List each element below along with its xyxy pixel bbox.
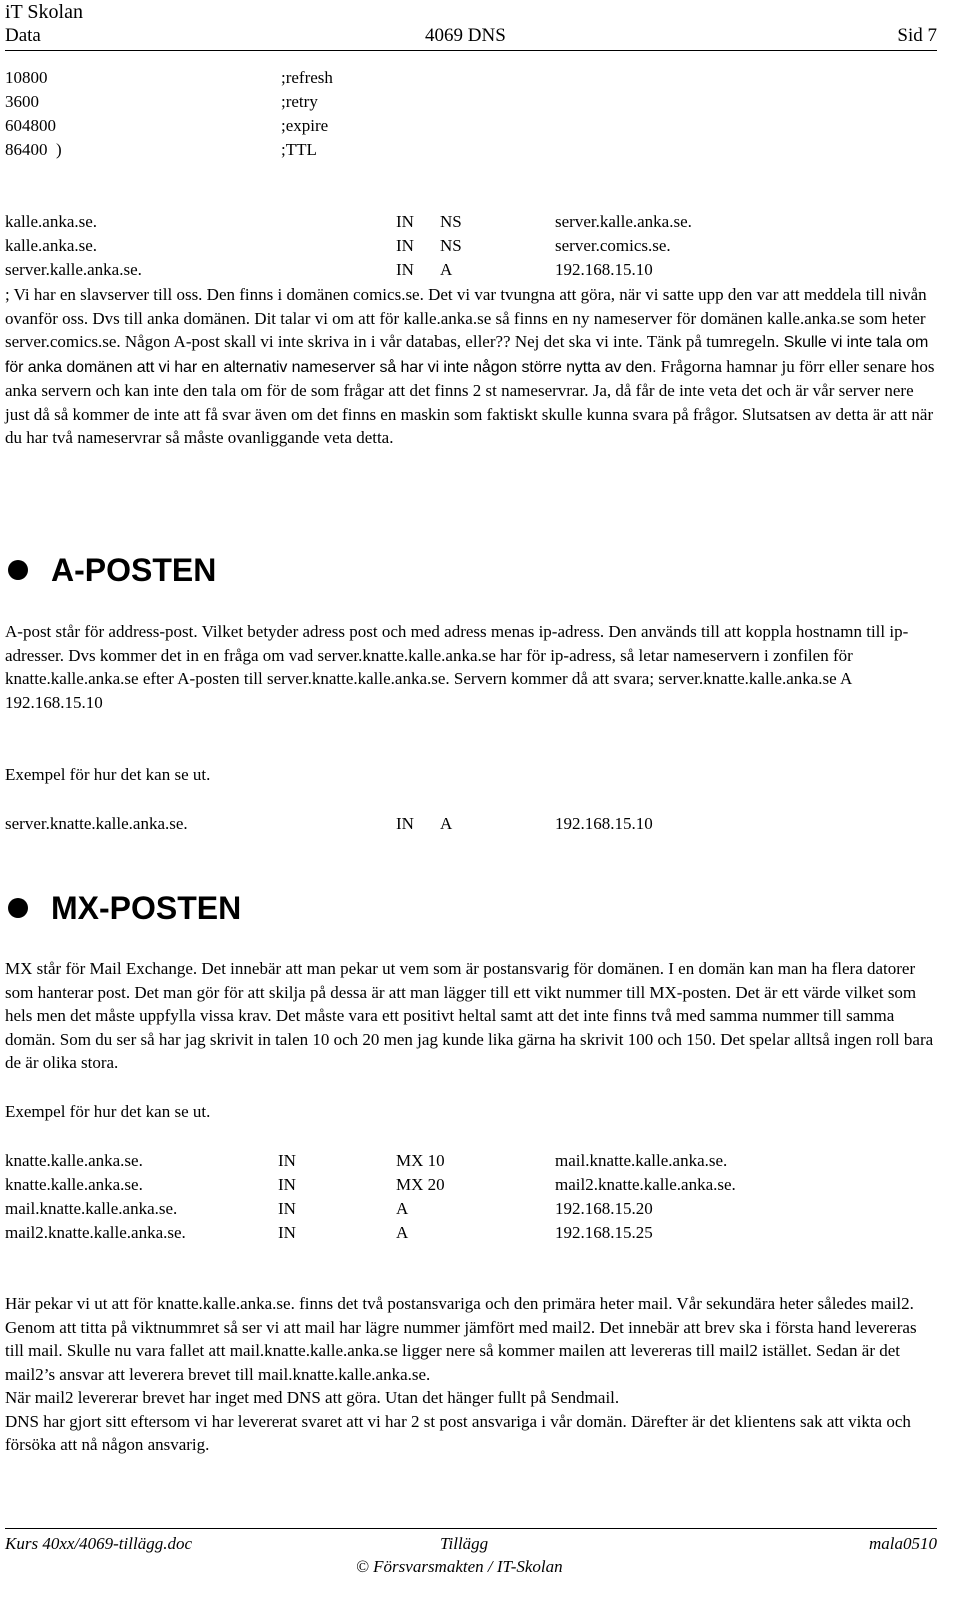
record-class: IN <box>278 1151 296 1170</box>
record-class: IN <box>278 1175 296 1194</box>
record-row <box>5 1221 935 1245</box>
paragraph-text: ; Vi har en slavserver till oss. Den finns i domänen comics.se. Det vi var tvungna att göra, när vi satte upp den var att meddela till nivån ovanför oss. Dvs till anka domänen. Dit talar vi om att för kalle.anka.se så finns en ny nameserver för domänen kalle.anka.se som heter server.comics.se. Någon A-post skall vi inte skriva in i vår databas, eller?? Nej det ska vi inte. Tänk på tumregeln. <box>5 285 927 351</box>
soa-comment: ;TTL <box>281 140 317 159</box>
soa-value: 604800 <box>5 116 56 135</box>
record-type: A <box>396 1223 409 1242</box>
record-class: IN <box>278 1199 296 1218</box>
record-type: A <box>440 814 453 833</box>
record-data: server.kalle.anka.se. <box>555 212 692 231</box>
a-example-label <box>5 763 935 787</box>
soa-value: 86400 ) <box>5 140 62 159</box>
header-page-number: Sid 7 <box>897 25 937 46</box>
example-label: Exempel för hur det kan se ut. <box>5 1102 211 1121</box>
record-class: IN <box>278 1223 296 1242</box>
record-class: IN <box>396 212 414 231</box>
paragraph: Här pekar vi ut att för knatte.kalle.anka.se. finns det två postansvariga och den primära heter mail. Vår sekundära heter således mail2. Genom att titta på viktnummret så ser vi att mail har lägre nummer jämfört med mail2. Det innebär att brev ska i första hand levereras till mail. Skulle nu vara fallet att mail.knatte.kalle.anka.se ligger nere så kommer mailen att levereras till mail2 istället. Sedan är det mail2’s ansvar att leverera brevet till mail.knatte.kalle.anka.se. <box>5 1294 917 1384</box>
record-name: kalle.anka.se. <box>5 236 98 255</box>
record-row <box>5 1197 935 1221</box>
paragraph-text: Frågorna hamnar ju förr eller senare hos anka servern och kan inte den tala om för de som frågar att det finns 2 st nameservrar. Ja, då får de inte veta det och är vår server nere just då så kommer de inte att få svar även om det finns en maskin som faktiskt skulle kunna svara på frågor. Slutsatsen av detta är att när du har två nameservrar så måste ovanliggande veta detta. <box>5 356 935 447</box>
mx-explanation <box>5 1292 935 1457</box>
section-heading-text: MX-POSTEN <box>51 890 242 926</box>
record-data: 192.168.15.25 <box>555 1223 653 1242</box>
record-data: 192.168.15.10 <box>555 260 653 279</box>
record-type: NS <box>440 212 462 231</box>
header-school: iT Skolan <box>5 1 83 23</box>
record-type: MX 10 <box>396 1151 445 1170</box>
record-name: knatte.kalle.anka.se. <box>5 1175 143 1194</box>
header-bar <box>5 24 937 51</box>
ns-records <box>5 210 935 282</box>
header-center: 4069 DNS <box>425 25 506 46</box>
paragraph: När mail2 levererar brevet har inget med DNS att göra. Utan det hänger fullt på Sendmail. <box>5 1388 620 1407</box>
soa-row <box>5 138 935 162</box>
a-section-body <box>5 620 935 714</box>
paragraph: DNS har gjort sitt eftersom vi har levererat svaret att vi har 2 st post ansvariga i vår domän. Därefter är det klientens sak att vikta och försöka att nå någon ansvarig. <box>5 1411 911 1454</box>
footer-center: Tillägg <box>440 1534 489 1553</box>
record-type: NS <box>440 236 462 255</box>
record-row <box>5 1149 935 1173</box>
footer-copyright: © Försvarsmakten / IT-Skolan <box>356 1557 563 1576</box>
footer-author: mala0510 <box>869 1534 937 1553</box>
footer-filename: Kurs 40xx/4069-tillägg.doc <box>5 1534 192 1553</box>
soa-comment: ;refresh <box>281 68 333 87</box>
paragraph-text: Skulle vi inte tala om för anka domänen att vi har en alternativ nameserver så har vi inte någon större nytta av den. <box>5 334 929 376</box>
record-class: IN <box>396 236 414 255</box>
soa-comment: ;expire <box>281 116 329 135</box>
bullet-icon <box>8 560 28 580</box>
soa-row <box>5 114 935 138</box>
record-name: server.kalle.anka.se. <box>5 260 142 279</box>
footer-divider <box>5 1528 937 1529</box>
record-row <box>5 812 935 836</box>
section-heading-a-posten <box>5 550 405 590</box>
record-data: 192.168.15.20 <box>555 1199 653 1218</box>
record-type: MX 20 <box>396 1175 445 1194</box>
bullet-icon <box>8 898 28 918</box>
slave-server-paragraph <box>5 283 935 450</box>
soa-values <box>5 66 935 162</box>
soa-comment: ;retry <box>281 92 318 111</box>
mx-records <box>5 1149 935 1245</box>
record-data: mail2.knatte.kalle.anka.se. <box>555 1175 736 1194</box>
paragraph: MX står för Mail Exchange. Det innebär att man pekar ut vem som är postansvarig för domänen. I en domän kan man ha flera datorer som hanterar post. Det man gör för att skilja på dessa är att man lägger till ett vikt nummer till MX-posten. Det är ett värde vilket som hels men det måste uppfylla vissa krav. Det måste vara ett positivt heltal samt att det inte finns två med samma nummer till samma domän. Som du ser så har jag skrivit in talen 10 och 20 men jag kunde lika gärna ha skrivit 100 och 150. Det spelar alltså ingen roll bara de är olika stora. <box>5 959 934 1072</box>
header-left: Data <box>5 25 41 46</box>
record-row <box>5 234 935 258</box>
mx-example-label <box>5 1100 935 1124</box>
record-type: A <box>440 260 453 279</box>
paragraph <box>5 283 935 450</box>
example-label: Exempel för hur det kan se ut. <box>5 765 211 784</box>
record-row <box>5 258 935 282</box>
record-class: IN <box>396 814 414 833</box>
mx-section-body <box>5 957 935 1075</box>
a-example-record <box>5 812 935 836</box>
record-name: kalle.anka.se. <box>5 212 98 231</box>
soa-value: 3600 <box>5 92 39 111</box>
record-name: mail.knatte.kalle.anka.se. <box>5 1199 178 1218</box>
section-heading-text: A-POSTEN <box>51 552 217 588</box>
soa-value: 10800 <box>5 68 48 87</box>
record-name: knatte.kalle.anka.se. <box>5 1151 143 1170</box>
record-name: mail2.knatte.kalle.anka.se. <box>5 1223 186 1242</box>
record-data: 192.168.15.10 <box>555 814 653 833</box>
soa-row <box>5 90 935 114</box>
record-data: mail.knatte.kalle.anka.se. <box>555 1151 728 1170</box>
record-row <box>5 210 935 234</box>
record-name: server.knatte.kalle.anka.se. <box>5 814 188 833</box>
record-class: IN <box>396 260 414 279</box>
section-heading-mx-posten <box>5 888 405 928</box>
record-data: server.comics.se. <box>555 236 671 255</box>
record-type: A <box>396 1199 409 1218</box>
soa-row <box>5 66 935 90</box>
paragraph: A-post står för address-post. Vilket betyder adress post och med adress menas ip-adress. Den används till att koppla hostnamn till ip-adresser. Dvs kommer det in en fråga om vad server.knatte.kalle.anka.se har för ip-adress, så letar nameservern i zonfilen för knatte.kalle.anka.se efter A-posten till server.knatte.kalle.anka.se. Servern kommer då att svara; server.knatte.kalle.anka.se A 192.168.15.10 <box>5 622 909 712</box>
record-row <box>5 1173 935 1197</box>
